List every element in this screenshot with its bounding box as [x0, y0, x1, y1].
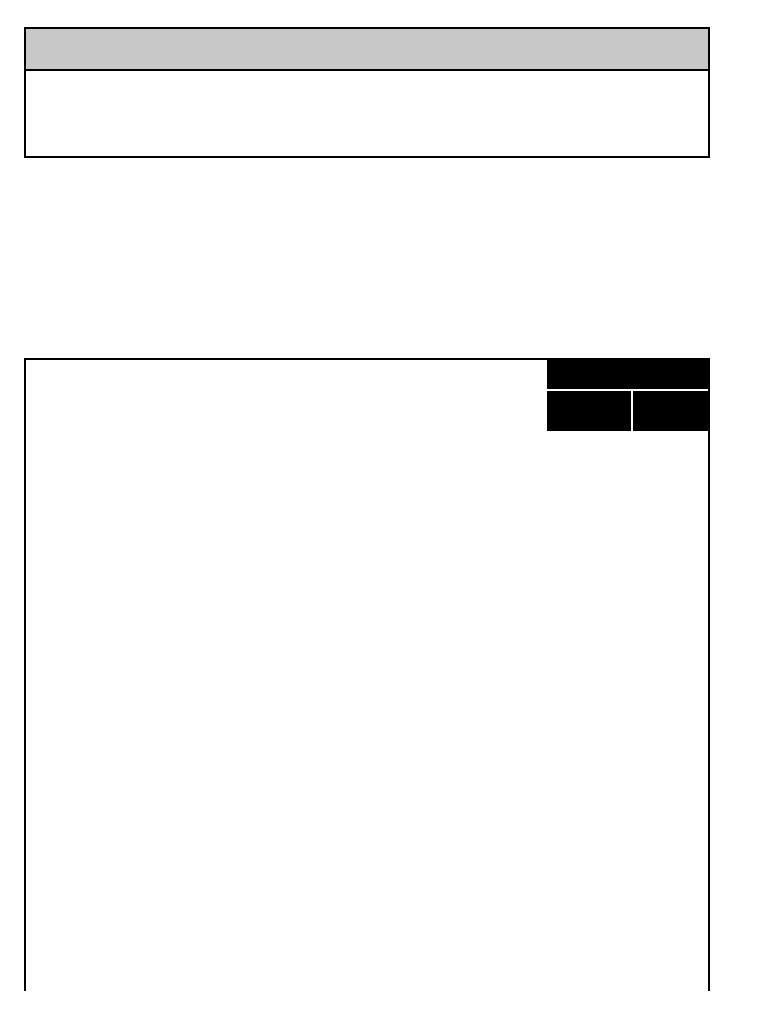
programmatic-cost-header [633, 391, 710, 431]
dollar-amount-header [547, 360, 710, 389]
date-header [459, 364, 546, 431]
total-label [26, 984, 546, 991]
vendor-header [26, 360, 222, 431]
description-header [224, 360, 458, 431]
administrative-cost-header [547, 391, 631, 431]
total-admin-cost [547, 984, 631, 991]
total-programmatic-cost [633, 984, 710, 991]
header-box [24, 27, 710, 158]
expense-table [24, 358, 710, 991]
table-grid [26, 360, 710, 991]
instructions [30, 206, 706, 259]
rac-name [26, 29, 708, 71]
